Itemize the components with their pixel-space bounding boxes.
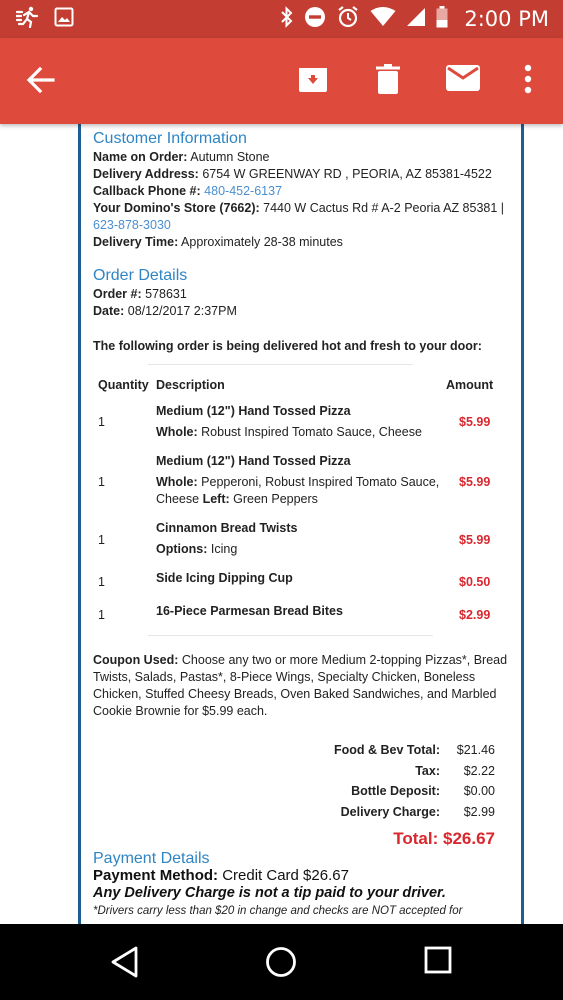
col-amount: Amount bbox=[446, 378, 494, 392]
status-time: 2:00 PM bbox=[464, 7, 549, 31]
running-activity-icon bbox=[16, 6, 40, 33]
alarm-icon bbox=[336, 5, 360, 34]
address-line: Delivery Address: 6754 W GREENWAY RD , PEORIA, AZ 85381-4522 bbox=[93, 167, 492, 181]
item-qty: 1 bbox=[98, 533, 105, 547]
col-description: Description bbox=[156, 378, 225, 392]
battery-icon bbox=[436, 6, 448, 33]
coupon-text: Coupon Used: Choose any two or more Medium 2-topping Pizzas*, Bread Twists, Salads, Pastas*, 8-Piece Wings, Specialty Chicken, Boneless Chicken, Stuffed Cheesy Breads, Oven Baked Sandwiches, and Marbled Cookie Brownie for $5.99 each. bbox=[93, 653, 508, 718]
item-name: 16-Piece Parmesan Bread Bites bbox=[156, 604, 343, 618]
item-amount: $5.99 bbox=[459, 475, 491, 489]
signal-icon bbox=[406, 7, 426, 32]
callback-phone-link[interactable]: 480-452-6137 bbox=[204, 184, 283, 198]
bluetooth-icon bbox=[280, 6, 294, 33]
nav-home-icon[interactable] bbox=[265, 946, 297, 983]
total-label: Food & Bev Total: bbox=[333, 743, 440, 757]
archive-icon[interactable] bbox=[298, 64, 328, 99]
nav-recents-icon[interactable] bbox=[424, 946, 452, 981]
tip-note: Any Delivery Charge is not a tip paid to your driver. bbox=[93, 885, 446, 901]
total-label: Delivery Charge: bbox=[340, 805, 440, 819]
item-detail: Whole: Robust Inspired Tomato Sauce, Cheese bbox=[156, 425, 422, 439]
back-arrow-icon[interactable] bbox=[26, 65, 56, 100]
col-quantity: Quantity bbox=[98, 378, 149, 392]
divider bbox=[148, 635, 433, 636]
divider bbox=[148, 364, 413, 365]
do-not-disturb-icon bbox=[304, 6, 326, 33]
item-amount: $2.99 bbox=[459, 608, 491, 622]
system-nav-bar bbox=[0, 924, 563, 1000]
payment-method-line: Payment Method: Credit Card $26.67 bbox=[93, 867, 349, 884]
item-amount: $5.99 bbox=[459, 533, 491, 547]
total-value: $2.99 bbox=[463, 805, 495, 819]
delete-icon[interactable] bbox=[376, 64, 400, 99]
wifi-icon bbox=[370, 7, 396, 32]
item-amount: $5.99 bbox=[459, 415, 491, 429]
item-qty: 1 bbox=[98, 608, 105, 622]
total-value: $2.22 bbox=[463, 764, 495, 778]
phone-line: Callback Phone #: 480-452-6137 bbox=[93, 184, 283, 198]
item-detail: Whole: Pepperoni, Robust Inspired Tomato Sauce, bbox=[156, 475, 440, 489]
item-name: Medium (12") Hand Tossed Pizza bbox=[156, 404, 351, 418]
payment-details-heading: Payment Details bbox=[93, 850, 210, 867]
driver-note: *Drivers carry less than $20 in change and checks are NOT accepted for bbox=[93, 905, 463, 917]
item-detail: Options: Icing bbox=[156, 542, 238, 556]
item-qty: 1 bbox=[98, 475, 105, 489]
status-bar bbox=[0, 0, 563, 38]
total-label: Tax: bbox=[415, 764, 440, 778]
order-date-line: Date: 08/12/2017 2:37PM bbox=[93, 304, 237, 318]
order-details-heading: Order Details bbox=[93, 267, 188, 284]
item-qty: 1 bbox=[98, 575, 105, 589]
item-name: Side Icing Dipping Cup bbox=[156, 571, 293, 585]
image-icon bbox=[54, 7, 74, 32]
store-phone-link[interactable]: 623-878-3030 bbox=[93, 218, 171, 232]
grand-total: Total: $26.67 bbox=[393, 829, 495, 848]
total-value: $0.00 bbox=[463, 784, 495, 798]
customer-info-heading: Customer Information bbox=[93, 130, 247, 147]
name-line: Name on Order: Autumn Stone bbox=[93, 150, 270, 164]
delivery-time-line: Delivery Time: Approximately 28-38 minutes bbox=[93, 235, 343, 249]
total-value: $21.46 bbox=[456, 743, 495, 757]
item-detail: Cheese Left: Green Peppers bbox=[156, 492, 318, 506]
email-toolbar bbox=[0, 38, 563, 124]
order-intro: The following order is being delivered hot and fresh to your door: bbox=[93, 339, 482, 353]
item-name: Cinnamon Bread Twists bbox=[156, 521, 298, 535]
store-line: Your Domino's Store (7662): 7440 W Cactus Rd # A-2 Peoria AZ 85381 | bbox=[93, 201, 505, 215]
item-qty: 1 bbox=[98, 415, 105, 429]
order-number-line: Order #: 578631 bbox=[93, 287, 187, 301]
nav-back-icon[interactable] bbox=[110, 946, 140, 983]
item-amount: $0.50 bbox=[459, 575, 491, 589]
mark-unread-mail-icon[interactable] bbox=[446, 64, 480, 97]
email-body[interactable] bbox=[0, 124, 563, 924]
total-label: Bottle Deposit: bbox=[351, 784, 440, 798]
item-name: Medium (12") Hand Tossed Pizza bbox=[156, 454, 351, 468]
more-vert-icon[interactable] bbox=[524, 64, 532, 99]
